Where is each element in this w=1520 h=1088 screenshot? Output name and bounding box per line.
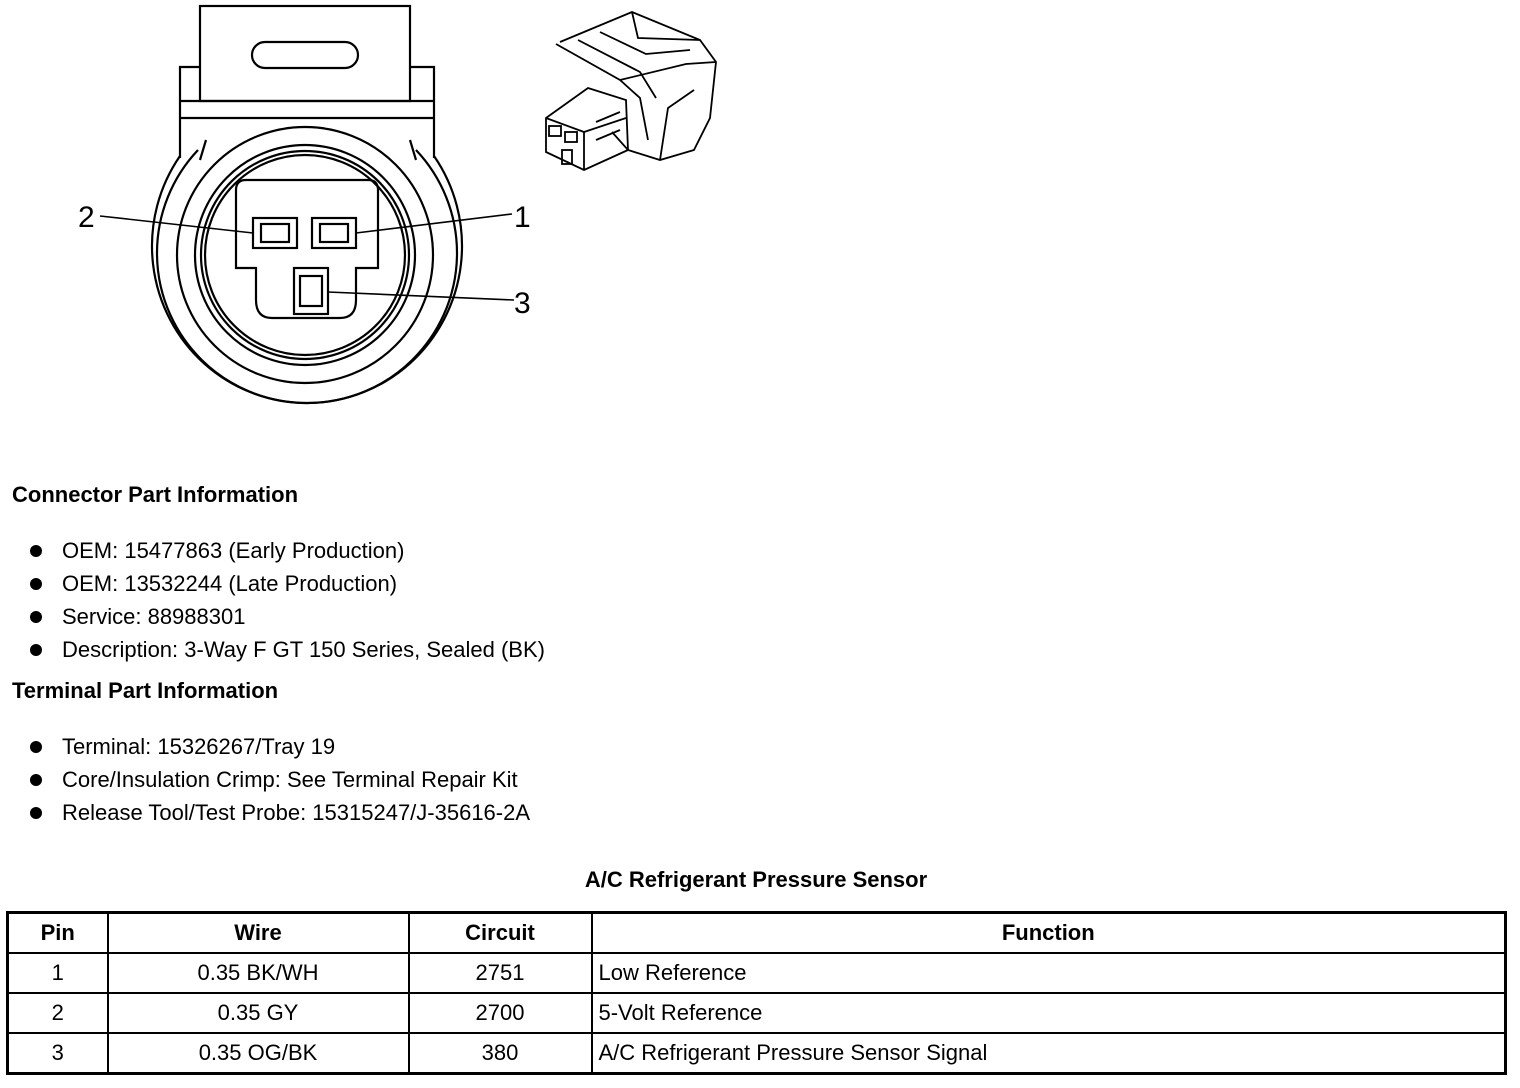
connector-3d-illustration (546, 12, 716, 170)
connector-info-list (26, 534, 545, 666)
pin-1-leader (356, 214, 512, 233)
list-item (26, 534, 545, 567)
list-item-text: Description: 3-Way F GT 150 Series, Sealed (BK) (62, 637, 545, 662)
cell-wire: 0.35 BK/WH (108, 953, 409, 993)
list-item-text: OEM: 13532244 (Late Production) (62, 571, 398, 596)
bullet-icon (30, 545, 42, 557)
cell-function: Low Reference (592, 953, 1506, 993)
column-header-circuit: Circuit (409, 913, 592, 954)
connector-latch (180, 6, 434, 160)
pinout-table (6, 911, 1507, 1075)
cell-function: 5-Volt Reference (592, 993, 1506, 1033)
list-item (26, 567, 545, 600)
cell-pin: 3 (8, 1033, 108, 1074)
cell-circuit: 2700 (409, 993, 592, 1033)
pin-2-leader (100, 216, 253, 233)
column-header-pin: Pin (8, 913, 108, 954)
list-item-text: Core/Insulation Crimp: See Terminal Repair Kit (62, 767, 518, 792)
terminal-info-list (26, 730, 530, 829)
pin-label-2: 2 (78, 201, 95, 234)
cell-pin: 1 (8, 953, 108, 993)
table-row (8, 953, 1506, 993)
table-row (8, 1033, 1506, 1074)
list-item-text: Release Tool/Test Probe: 15315247/J-35616-2A (62, 800, 531, 825)
connector-diagram (0, 0, 760, 430)
list-item (26, 763, 530, 796)
table-row (8, 993, 1506, 1033)
cell-function: A/C Refrigerant Pressure Sensor Signal (592, 1033, 1506, 1074)
cell-circuit: 2751 (409, 953, 592, 993)
list-item-text: Terminal: 15326267/Tray 19 (62, 734, 336, 759)
table-header-row (8, 913, 1506, 954)
bullet-icon (30, 611, 42, 623)
terminal-pin-1 (312, 218, 356, 248)
table-title: A/C Refrigerant Pressure Sensor (584, 867, 928, 892)
terminal-info-heading: Terminal Part Information (12, 678, 279, 703)
connector-body (152, 127, 462, 403)
cell-pin: 2 (8, 993, 108, 1033)
connector-info-heading: Connector Part Information (12, 482, 299, 507)
list-item (26, 796, 530, 829)
list-item-text: Service: 88988301 (62, 604, 246, 629)
cell-wire: 0.35 GY (108, 993, 409, 1033)
list-item (26, 730, 530, 763)
bullet-icon (30, 578, 42, 590)
terminal-pin-3 (294, 268, 328, 314)
column-header-wire: Wire (108, 913, 409, 954)
cell-wire: 0.35 OG/BK (108, 1033, 409, 1074)
list-item (26, 600, 545, 633)
cell-circuit: 380 (409, 1033, 592, 1074)
list-item (26, 633, 545, 666)
bullet-icon (30, 644, 42, 656)
pin-label-3: 3 (514, 287, 531, 320)
terminal-pin-2 (253, 218, 297, 248)
bullet-icon (30, 807, 42, 819)
column-header-function: Function (592, 913, 1506, 954)
list-item-text: OEM: 15477863 (Early Production) (62, 538, 405, 563)
pin-label-1: 1 (514, 201, 531, 234)
bullet-icon (30, 774, 42, 786)
bullet-icon (30, 741, 42, 753)
